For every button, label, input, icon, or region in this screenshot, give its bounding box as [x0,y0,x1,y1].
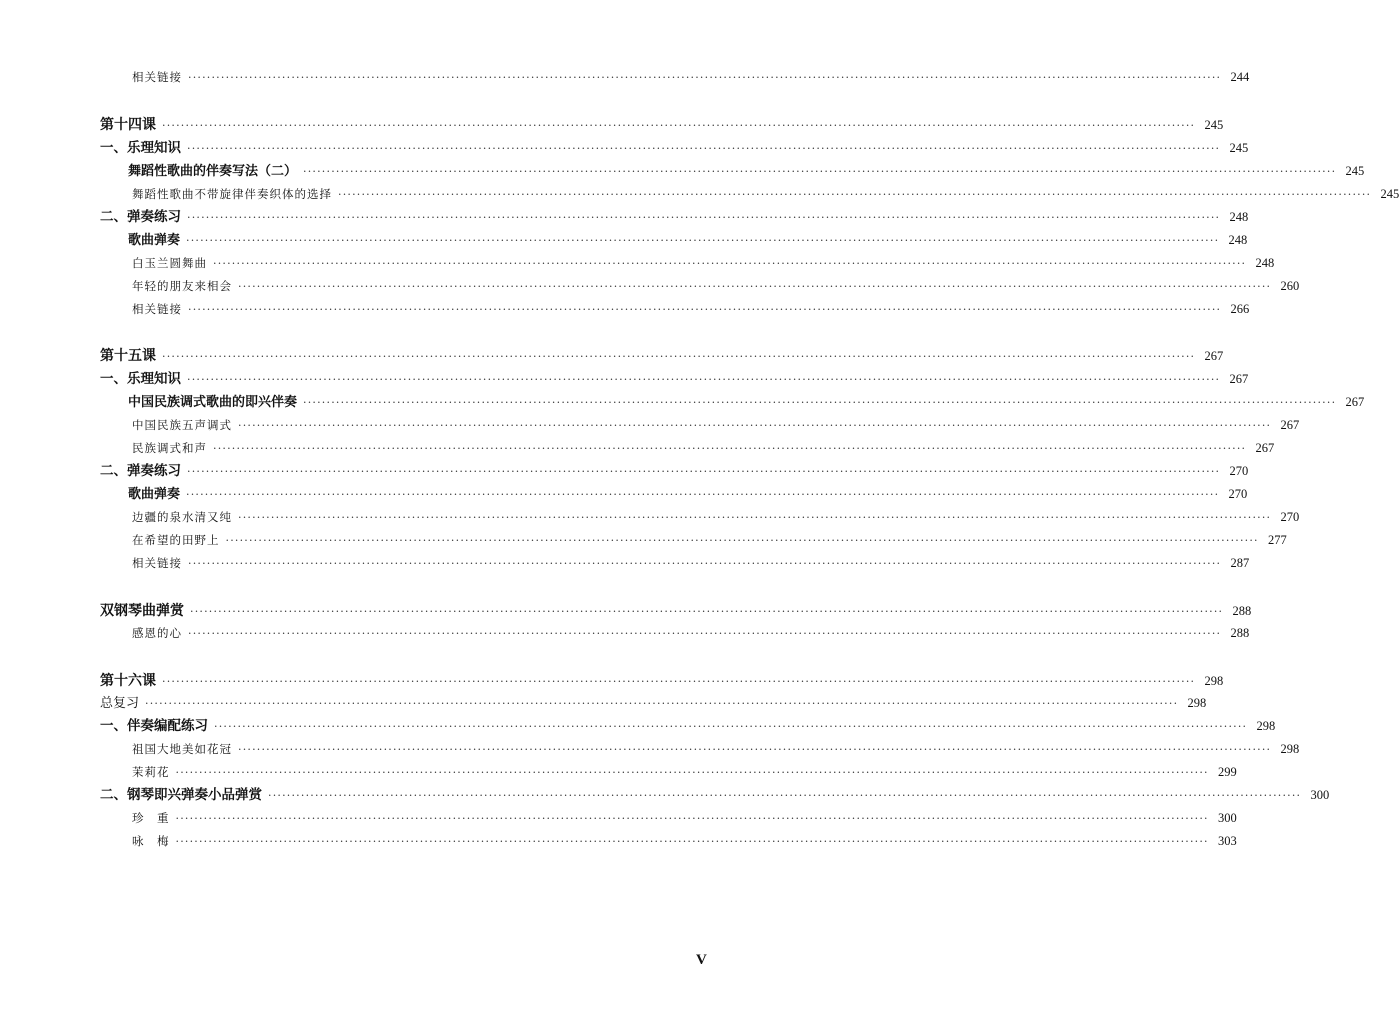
toc-entry-page: 267 [1280,418,1300,432]
dot-leader: ···························································································································································································································· [188,557,1222,570]
dot-leader: ···························································································································································································································· [145,697,1179,710]
toc-entry-title: 中国民族五声调式 [132,418,232,432]
toc-entry[interactable] [100,600,1252,622]
dot-leader: ···························································································································································································································· [268,789,1302,802]
dot-leader: ···························································································································································································································· [238,419,1272,432]
toc-entry-page: 248 [1228,233,1248,247]
toc-entry-title: 双钢琴曲弹赏 [100,603,184,619]
toc-entry-title: 祖国大地美如花冠 [132,742,232,756]
toc-entry-title: 舞蹈性歌曲的伴奏写法（二） [128,164,298,179]
toc-entry-title: 中国民族调式歌曲的即兴伴奏 [128,395,298,410]
toc-entry[interactable] [132,183,1399,205]
toc-entry-title: 一、伴奏编配练习 [100,718,208,734]
toc-entry-page: 300 [1218,811,1237,825]
toc-entry[interactable] [132,506,1300,528]
toc-entry[interactable] [128,483,1248,505]
toc-entry-title: 咏 梅 [132,834,170,848]
dot-leader: ···························································································································································································································· [187,373,1221,386]
toc-entry-title: 舞蹈性歌曲不带旋律伴奏织体的选择 [132,187,332,201]
toc-entry-title: 第十六课 [100,673,156,689]
toc-entry-title: 茉莉花 [132,765,170,779]
dot-leader: ···························································································································································································································· [186,234,1220,247]
toc-entry-title: 相关链接 [132,302,182,316]
toc-entry-title: 相关链接 [132,70,182,84]
toc-entry-page: 270 [1280,510,1300,524]
toc-entry-title: 相关链接 [132,556,182,570]
toc-entry-title: 歌曲弹奏 [128,233,181,248]
dot-leader: ···························································································································································································································· [186,488,1220,501]
dot-leader: ···························································································································································································································· [187,211,1221,224]
dot-leader: ···························································································································································································································· [187,142,1221,155]
dot-leader: ···························································································································································································································· [238,743,1272,756]
toc-entry-title: 感恩的心 [132,626,182,640]
toc-entry-page: 245 [1204,118,1224,132]
toc-entry-page: 298 [1204,674,1224,688]
toc-entry-page: 260 [1280,279,1300,293]
toc-entry[interactable] [128,229,1248,251]
dot-leader: ···························································································································································································································· [162,350,1196,363]
dot-leader: ···························································································································································································································· [162,675,1196,688]
toc-entry[interactable] [100,692,1207,714]
dot-leader: ···························································································································································································································· [303,396,1337,409]
dot-leader: ···························································································································································································································· [303,165,1337,178]
toc-entry-title: 边疆的泉水清又纯 [132,510,232,524]
dot-leader: ···························································································································································································································· [238,280,1272,293]
page-number: V [696,952,707,968]
toc-entry-page: 245 [1380,187,1399,201]
dot-leader: ···························································································································································································································· [214,720,1248,733]
toc-entry[interactable] [100,137,1249,159]
dot-leader: ···························································································································································································································· [213,257,1247,270]
toc-entry[interactable] [100,460,1249,482]
dot-leader: ···························································································································································································································· [213,442,1247,455]
toc-entry-title: 民族调式和声 [132,441,207,455]
toc-entry-title: 总复习 [100,696,140,711]
toc-entry-title: 歌曲弹奏 [128,487,181,502]
dot-leader: ···························································································································································································································· [162,119,1196,132]
dot-leader: ···························································································································································································································· [225,534,1259,547]
toc-entry-page: 267 [1255,441,1275,455]
toc-entry-page: 298 [1256,719,1276,733]
toc-entry[interactable] [132,807,1237,829]
toc-entry[interactable] [128,391,1365,413]
toc-entry-page: 267 [1204,349,1224,363]
toc-entry[interactable] [132,622,1250,644]
toc-entry[interactable] [132,761,1237,783]
toc-entry[interactable] [100,715,1276,737]
toc-entry-page: 303 [1218,834,1237,848]
toc-entry-title: 二、钢琴即兴弹奏小品弹赏 [100,787,262,803]
toc-entry-page: 288 [1232,604,1252,618]
dot-leader: ···························································································································································································································· [187,465,1221,478]
dot-leader: ···························································································································································································································· [188,627,1222,640]
toc-entry-title: 在希望的田野上 [132,533,220,547]
toc-entry-page: 287 [1230,556,1250,570]
dot-leader: ···························································································································································································································· [175,812,1209,825]
toc-entry[interactable] [132,252,1275,274]
dot-leader: ···························································································································································································································· [190,605,1224,618]
toc-entry-page: 288 [1230,626,1250,640]
toc-entry-page: 299 [1218,765,1237,779]
toc-entry[interactable] [132,66,1250,88]
toc-entry-page: 270 [1228,487,1248,501]
toc-entry[interactable] [100,114,1224,136]
dot-leader: ···························································································································································································································· [188,303,1222,316]
toc-entry-title: 二、弹奏练习 [100,463,181,479]
toc-entry-page: 267 [1345,395,1365,409]
toc-entry-page: 266 [1230,302,1250,316]
toc-entry[interactable] [132,437,1275,459]
toc-entry-title: 一、乐理知识 [100,371,181,387]
toc-entry[interactable] [100,345,1224,367]
toc-entry[interactable] [128,160,1365,182]
dot-leader: ···························································································································································································································· [175,766,1209,779]
toc-entry[interactable] [132,738,1300,760]
toc-entry-title: 第十五课 [100,348,156,364]
dot-leader: ···························································································································································································································· [175,835,1209,848]
dot-leader: ···························································································································································································································· [338,188,1372,201]
toc-entry[interactable] [100,368,1249,390]
toc-entry-title: 珍 重 [132,811,170,825]
toc-entry-title: 白玉兰圆舞曲 [132,256,207,270]
toc-entry-page: 270 [1229,464,1249,478]
toc-entry[interactable] [132,275,1300,297]
toc-entry[interactable] [132,529,1287,551]
toc-entry-page: 245 [1229,141,1249,155]
toc-entry-page: 298 [1280,742,1300,756]
toc-entry[interactable] [100,670,1224,692]
toc-entry[interactable] [132,414,1300,436]
toc-entry-title: 年轻的朋友来相会 [132,279,232,293]
toc-entry[interactable] [132,552,1250,574]
toc-entry-page: 298 [1187,696,1207,710]
toc-entry[interactable] [100,206,1249,228]
toc-entry-page: 245 [1345,164,1365,178]
toc-entry[interactable] [132,830,1237,852]
toc-entry-page: 248 [1229,210,1249,224]
toc-entry-page: 244 [1230,70,1250,84]
toc-entry[interactable] [132,298,1250,320]
toc-entry-page: 277 [1268,533,1287,547]
dot-leader: ···························································································································································································································· [188,71,1222,84]
toc-entry-page: 248 [1255,256,1275,270]
dot-leader: ···························································································································································································································· [238,511,1272,524]
toc-entry-page: 267 [1229,372,1249,386]
toc-entry-title: 第十四课 [100,117,156,133]
toc-entry-title: 二、弹奏练习 [100,209,181,225]
toc-entry-title: 一、乐理知识 [100,140,181,156]
toc-entry-page: 300 [1310,788,1330,802]
toc-entry[interactable] [100,784,1330,806]
